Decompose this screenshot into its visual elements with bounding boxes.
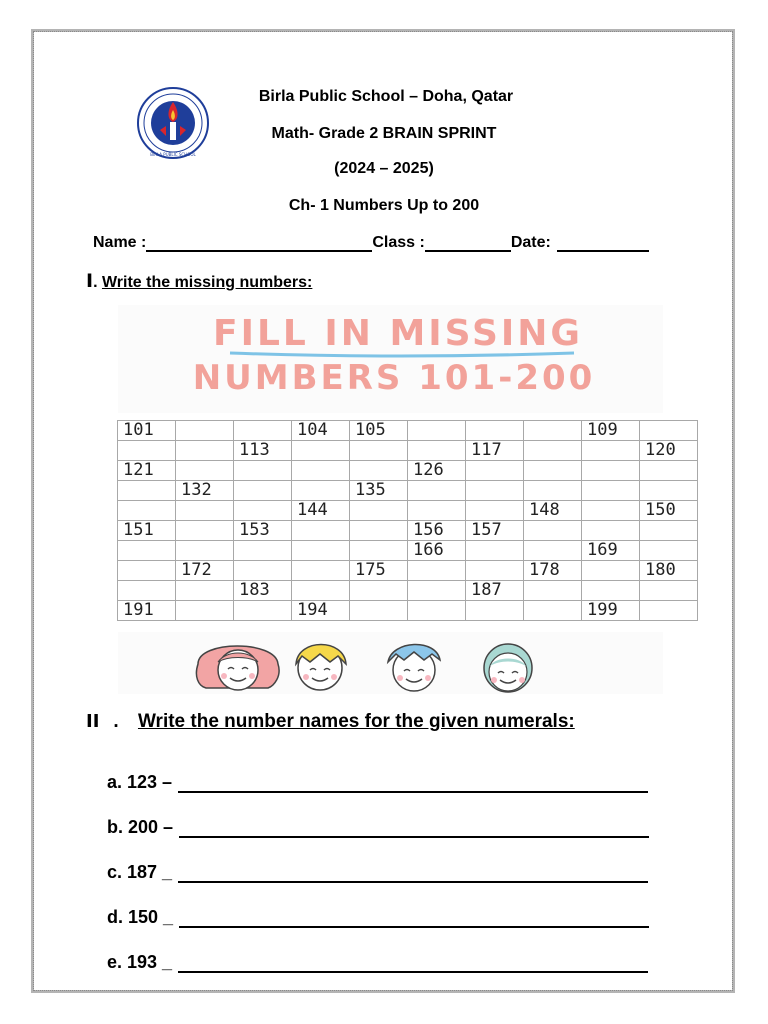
subject-title: Math- Grade 2 BRAIN SPRINT [271,125,497,142]
answer-row-c [107,862,648,883]
answer-line-a[interactable] [178,772,648,793]
grid-number-cell: 156 [408,521,466,541]
grid-blank-cell[interactable] [582,441,640,461]
grid-blank-cell[interactable] [524,601,582,621]
section2-heading: II . Write the number names for the given numerals: [86,711,575,732]
grid-number-cell: 175 [350,561,408,581]
grid-blank-cell[interactable] [524,441,582,461]
grid-blank-cell[interactable] [292,441,350,461]
section1-title: Write the missing numbers: [101,274,313,291]
grid-blank-cell[interactable] [118,441,176,461]
section2-title: Write the number names for the given numerals: [137,711,575,732]
grid-blank-cell[interactable] [234,481,292,501]
grid-blank-cell[interactable] [466,601,524,621]
answer-label-d: d. 150 _ [107,907,174,927]
kid-face-yellow-hair-icon [296,645,346,691]
answer-line-d[interactable] [179,907,649,928]
grid-blank-cell[interactable] [176,461,234,481]
banner-line2: NUMBERS 101-200 [192,358,596,398]
grid-blank-cell[interactable] [524,421,582,441]
grid-blank-cell[interactable] [350,461,408,481]
grid-blank-cell[interactable] [582,481,640,501]
kid-face-teal-hair-icon [484,644,532,692]
grid-row [118,481,698,501]
grid-blank-cell[interactable] [118,541,176,561]
answer-row-b [107,817,649,838]
grid-blank-cell[interactable] [292,461,350,481]
grid-blank-cell[interactable] [350,541,408,561]
grid-blank-cell[interactable] [176,421,234,441]
class-label: Class : [372,234,425,251]
chapter-title: Ch- 1 Numbers Up to 200 [288,197,480,214]
grid-number-cell: 144 [292,501,350,521]
section2-numeral: II [86,711,100,732]
grid-blank-cell[interactable] [640,601,698,621]
grid-blank-cell[interactable] [524,581,582,601]
grid-blank-cell[interactable] [350,581,408,601]
grid-blank-cell[interactable] [524,481,582,501]
grid-blank-cell[interactable] [176,541,234,561]
grid-row [118,541,698,561]
grid-number-cell: 113 [234,441,292,461]
grid-blank-cell[interactable] [234,541,292,561]
grid-blank-cell[interactable] [582,561,640,581]
answer-label-c: c. 187 _ [107,862,173,882]
grid-number-cell: 199 [582,601,640,621]
grid-number-cell: 166 [408,541,466,561]
svg-text:BIRLA PUBLIC SCHOOL: BIRLA PUBLIC SCHOOL [150,152,196,157]
grid-number-cell: 126 [408,461,466,481]
grid-blank-cell[interactable] [582,521,640,541]
grid-blank-cell[interactable] [640,481,698,501]
grid-number-cell: 178 [524,561,582,581]
grid-blank-cell[interactable] [408,421,466,441]
grid-blank-cell[interactable] [292,481,350,501]
grid-blank-cell[interactable] [234,501,292,521]
grid-blank-cell[interactable] [524,521,582,541]
grid-blank-cell[interactable] [350,501,408,521]
grid-row [118,441,698,461]
date-label: Date: [510,234,551,251]
fill-missing-banner [118,305,663,413]
date-field[interactable] [557,232,649,252]
grid-blank-cell[interactable] [408,441,466,461]
grid-blank-cell[interactable] [582,581,640,601]
answer-line-c[interactable] [178,862,648,883]
grid-blank-cell[interactable] [640,581,698,601]
grid-blank-cell[interactable] [292,561,350,581]
grid-blank-cell[interactable] [466,501,524,521]
grid-blank-cell[interactable] [176,581,234,601]
grid-number-cell: 172 [176,561,234,581]
grid-blank-cell[interactable] [118,561,176,581]
name-label: Name : [93,234,147,251]
grid-blank-cell[interactable] [176,601,234,621]
grid-number-cell: 120 [640,441,698,461]
grid-blank-cell[interactable] [466,541,524,561]
grid-blank-cell[interactable] [408,481,466,501]
grid-blank-cell[interactable] [292,581,350,601]
kid-face-blue-hair-icon [388,644,440,691]
grid-row [118,521,698,541]
grid-blank-cell[interactable] [640,541,698,561]
grid-blank-cell[interactable] [176,501,234,521]
number-grid-wrapper [117,420,698,621]
class-field[interactable] [425,232,511,252]
grid-blank-cell[interactable] [408,501,466,521]
grid-blank-cell[interactable] [408,601,466,621]
grid-number-cell: 109 [582,421,640,441]
banner-line1: FILL IN MISSING [213,313,583,354]
grid-blank-cell[interactable] [466,561,524,581]
section1-numeral: I [86,270,94,292]
grid-number-cell: 183 [234,581,292,601]
grid-number-cell: 135 [350,481,408,501]
grid-blank-cell[interactable] [640,461,698,481]
grid-number-cell: 157 [466,521,524,541]
grid-blank-cell[interactable] [350,441,408,461]
grid-row [118,461,698,481]
grid-blank-cell[interactable] [466,481,524,501]
grid-blank-cell[interactable] [176,441,234,461]
kids-illustration [118,632,663,694]
grid-number-cell: 151 [118,521,176,541]
grid-blank-cell[interactable] [234,421,292,441]
answer-row-e [107,952,648,973]
answer-line-e[interactable] [178,952,648,973]
grid-blank-cell[interactable] [640,521,698,541]
grid-number-cell: 180 [640,561,698,581]
grid-number-cell: 105 [350,421,408,441]
grid-blank-cell[interactable] [234,601,292,621]
grid-blank-cell[interactable] [118,481,176,501]
grid-blank-cell[interactable] [408,561,466,581]
name-field[interactable] [146,232,372,252]
grid-number-cell: 191 [118,601,176,621]
grid-blank-cell[interactable] [118,581,176,601]
school-name: Birla Public School – Doha, Qatar [258,88,514,105]
grid-number-cell: 153 [234,521,292,541]
grid-number-cell: 101 [118,421,176,441]
grid-number-cell: 187 [466,581,524,601]
grid-row [118,561,698,581]
grid-number-cell: 169 [582,541,640,561]
answer-label-b: b. 200 – [107,817,174,837]
grid-blank-cell[interactable] [350,601,408,621]
grid-blank-cell[interactable] [466,421,524,441]
grid-blank-cell[interactable] [234,461,292,481]
grid-row [118,421,698,441]
answer-label-e: e. 193 _ [107,952,173,972]
grid-number-cell: 117 [466,441,524,461]
grid-number-cell: 148 [524,501,582,521]
answer-line-b[interactable] [179,817,649,838]
grid-number-cell: 104 [292,421,350,441]
grid-number-cell: 121 [118,461,176,481]
grid-blank-cell[interactable] [640,421,698,441]
answer-row-a [107,772,648,793]
answer-label-a: a. 123 – [107,772,173,792]
grid-blank-cell[interactable] [466,461,524,481]
grid-blank-cell[interactable] [582,501,640,521]
grid-blank-cell[interactable] [292,521,350,541]
grid-blank-cell[interactable] [582,461,640,481]
grid-blank-cell[interactable] [408,581,466,601]
grid-number-cell: 150 [640,501,698,521]
grid-number-cell: 194 [292,601,350,621]
kid-face-red-hair-icon [196,646,279,690]
grid-blank-cell[interactable] [350,521,408,541]
grid-blank-cell[interactable] [292,541,350,561]
grid-row [118,601,698,621]
grid-blank-cell[interactable] [234,561,292,581]
student-info-row [93,232,649,252]
grid-row [118,501,698,521]
academic-year: (2024 – 2025) [334,160,434,177]
grid-blank-cell[interactable] [524,541,582,561]
grid-blank-cell[interactable] [176,521,234,541]
grid-blank-cell[interactable] [524,461,582,481]
grid-number-cell: 132 [176,481,234,501]
grid-row [118,581,698,601]
section1-heading: I. Write the missing numbers: [86,270,313,292]
number-grid [117,420,698,621]
grid-blank-cell[interactable] [118,501,176,521]
answer-row-d [107,907,649,928]
